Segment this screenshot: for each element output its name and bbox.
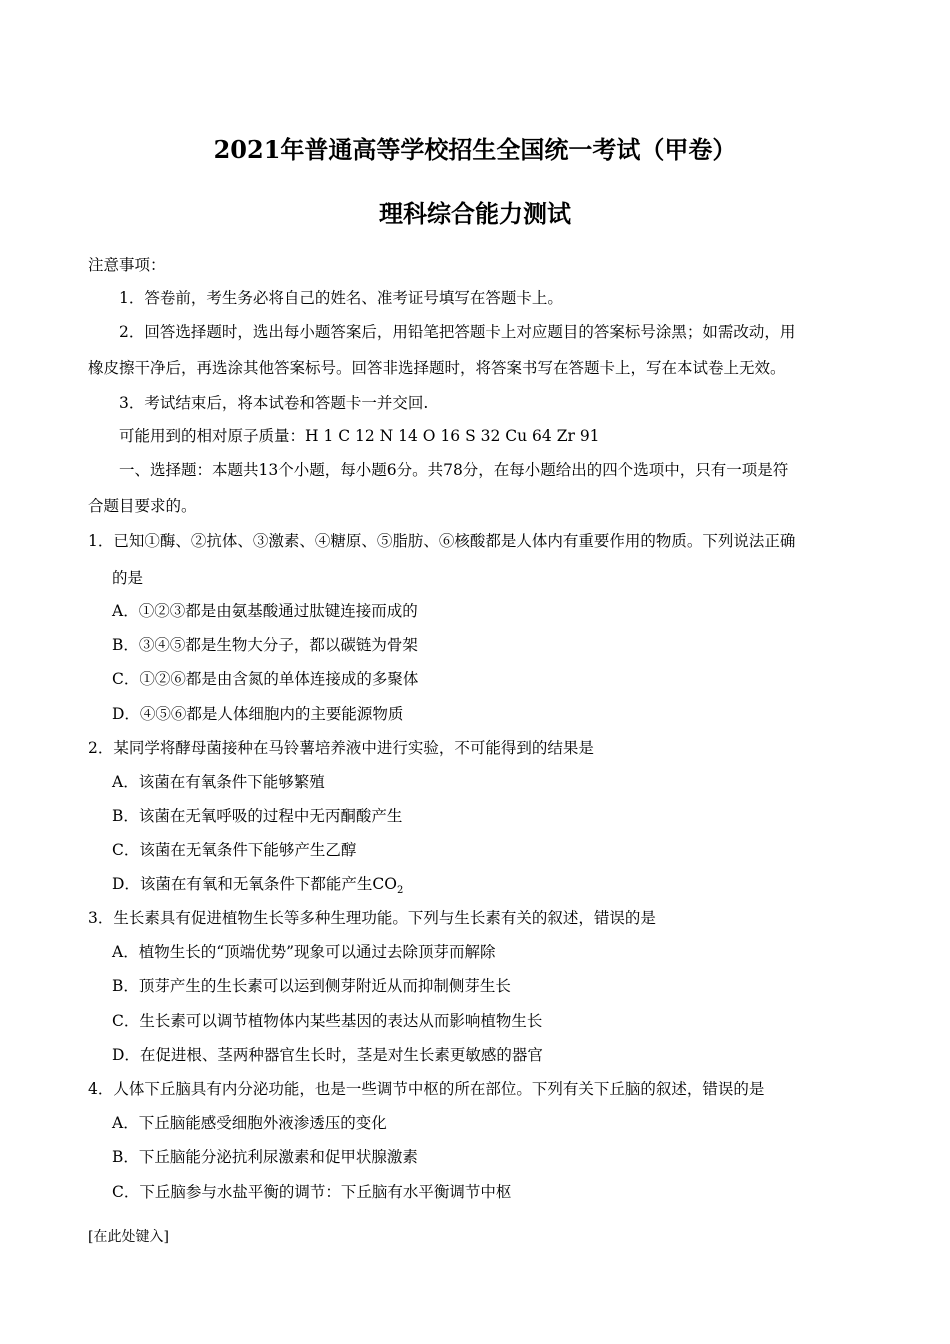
atomic-mass-line: 可能用到的相对原子质量：H 1 C 12 N 14 O 16 S 32 Cu 64 Zr 91 <box>119 427 600 445</box>
question-2-option-c: C．该菌在无氧条件下能够产生乙醇 <box>112 841 357 859</box>
question-4-stem: 4．人体下丘脑具有内分泌功能，也是一些调节中枢的所在部位。下列有关下丘脑的叙述，错误的是 <box>88 1080 765 1098</box>
question-1-stem-line-1: 1．已知①酶、②抗体、③激素、④糖原、⑤脂肪、⑥核酸都是人体内有重要作用的物质。下列说法正确 <box>88 532 796 550</box>
question-1-option-c: C．①②⑥都是由含氮的单体连接成的多聚体 <box>112 670 419 688</box>
question-3-option-d: D．在促进根、茎两种器官生长时，茎是对生长素更敏感的器官 <box>112 1046 543 1064</box>
question-4-option-a: A．下丘脑能感受细胞外液渗透压的变化 <box>112 1114 387 1132</box>
question-1-stem-line-2: 的是 <box>112 569 144 587</box>
question-2-option-b: B．该菌在无氧呼吸的过程中无丙酮酸产生 <box>112 807 403 825</box>
question-4-option-c: C．下丘脑参与水盐平衡的调节：下丘脑有水平衡调节中枢 <box>112 1183 512 1201</box>
question-2-option-d <box>112 873 403 902</box>
question-3-option-b: B．顶芽产生的生长素可以运到侧芽附近从而抑制侧芽生长 <box>112 977 511 995</box>
subscript-2: 2 <box>397 885 404 897</box>
section-intro-line-2: 合题目要求的。 <box>88 497 197 515</box>
notes-item-1: 1．答卷前，考生务必将自己的姓名、准考证号填写在答题卡上。 <box>119 289 563 307</box>
question-4-option-b: B．下丘脑能分泌抗利尿激素和促甲状腺激素 <box>112 1148 418 1166</box>
section-intro-line-1: 一、选择题：本题共13个小题，每小题6分。共78分，在每小题给出的四个选项中，只有一项是符 <box>119 461 789 479</box>
question-1-option-b: B．③④⑤都是生物大分子，都以碳链为骨架 <box>112 636 418 654</box>
footer-placeholder[interactable]: [在此处键入] <box>88 1229 169 1245</box>
question-3-stem: 3．生长素具有促进植物生长等多种生理功能。下列与生长素有关的叙述，错误的是 <box>88 909 656 927</box>
notes-item-3: 3．考试结束后，将本试卷和答题卡一并交回. <box>119 394 429 412</box>
question-2-stem: 2．某同学将酵母菌接种在马铃薯培养液中进行实验，不可能得到的结果是 <box>88 739 594 757</box>
notes-item-2-line-1: 2．回答选择题时，选出每小题答案后，用铅笔把答题卡上对应题目的答案标号涂黑；如需改动，用 <box>119 323 796 341</box>
exam-subtitle: 理科综合能力测试 <box>379 199 571 228</box>
question-3-option-c: C．生长素可以调节植物体内某些基因的表达从而影响植物生长 <box>112 1012 543 1030</box>
question-2-option-d-text: D．该菌在有氧和无氧条件下都能产生CO <box>112 875 397 893</box>
question-3-option-a: A．植物生长的“顶端优势”现象可以通过去除顶芽而解除 <box>112 943 496 961</box>
notes-heading: 注意事项： <box>88 256 166 274</box>
exam-title: 2021年普通高等学校招生全国统一考试（甲卷） <box>213 135 737 164</box>
question-2-option-a: A．该菌在有氧条件下能够繁殖 <box>112 773 325 791</box>
question-1-option-a: A．①②③都是由氨基酸通过肽键连接而成的 <box>112 602 418 620</box>
notes-item-2-line-2: 橡皮擦干净后，再选涂其他答案标号。回答非选择题时，将答案书写在答题卡上，写在本试卷上无效。 <box>88 359 786 377</box>
question-1-option-d: D．④⑤⑥都是人体细胞内的主要能源物质 <box>112 705 404 723</box>
